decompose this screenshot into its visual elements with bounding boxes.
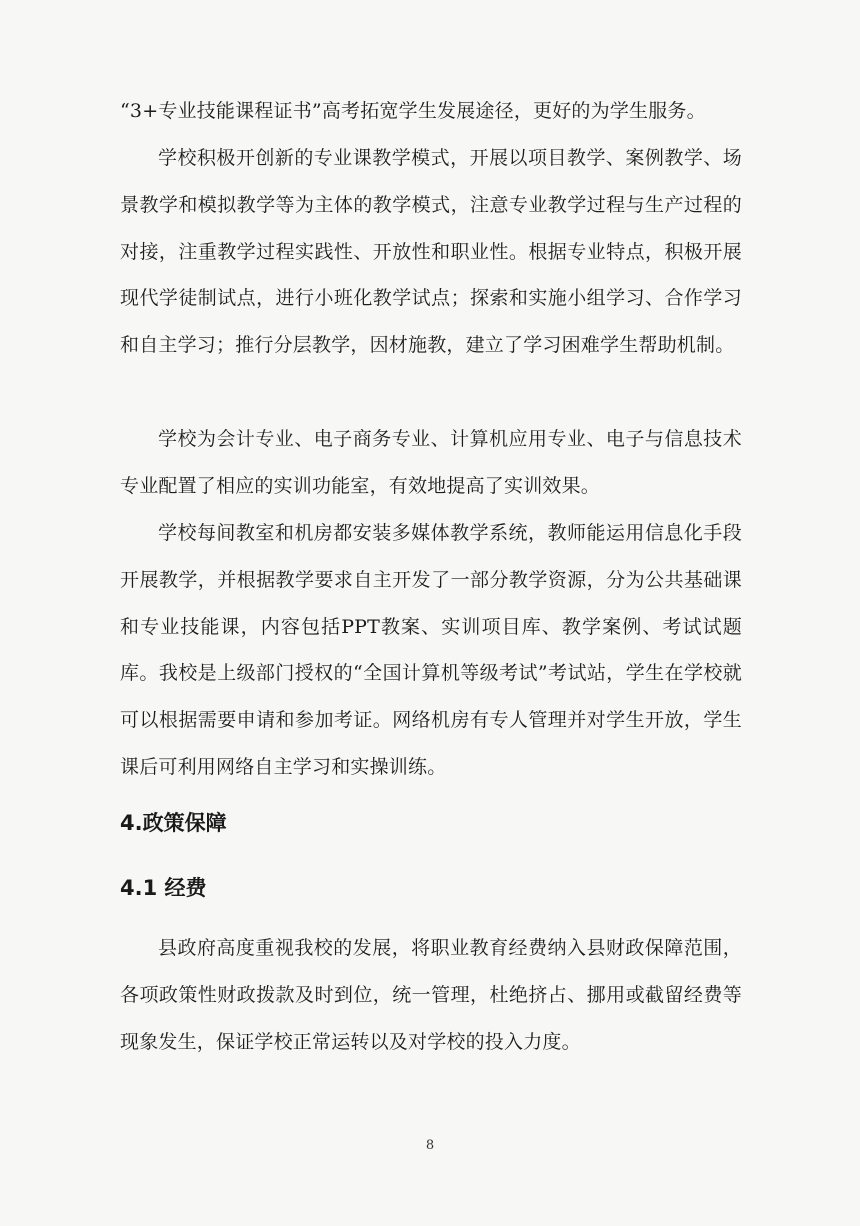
paragraph-multimedia: 学校每间教室和机房都安装多媒体教学系统，教师能运用信息化手段开展教学，并根据教学要求自主开发了一部分教学资源，分为公共基础课和专业技能课，内容包括PPT教案、实训项目库、教学案例、考试试题库。我校是上级部门授权的“全国计算机等级考试”考试站，学生在学校就可以根据需要申请和参加考证。网络机房有专人管理并对学生开放，学生课后可利用网络自主学习和实操训练。 (120, 522, 742, 778)
subsection-heading-funding: 4.1 经费 (120, 876, 207, 900)
paragraph-training-rooms: 学校为会计专业、电子商务专业、计算机应用专业、电子与信息技术专业配置了相应的实训功能室，有效地提高了实训效果。 (120, 428, 742, 497)
section-heading-policy: 4.政策保障 (120, 811, 227, 835)
paragraph-funding: 县政府高度重视我校的发展，将职业教育经费纳入县财政保障范围，各项政策性财政拨款及时到位，统一管理，杜绝挤占、挪用或截留经费等现象发生，保证学校正常运转以及对学校的投入力度。 (120, 937, 742, 1053)
page-number: 8 (425, 1138, 435, 1153)
paragraph-continuation: “3+专业技能课程证书”高考拓宽学生发展途径，更好的为学生服务。 (120, 100, 706, 122)
paragraph-teaching-model: 学校积极开创新的专业课教学模式，开展以项目教学、案例教学、场景教学和模拟教学等为主体的教学模式，注意专业教学过程与生产过程的对接，注重教学过程实践性、开放性和职业性。根据专业特点，积极开展现代学徒制试点，进行小班化教学试点；探索和实施小组学习、合作学习和自主学习；推行分层教学，因材施教，建立了学习困难学生帮助机制。 (120, 147, 742, 357)
